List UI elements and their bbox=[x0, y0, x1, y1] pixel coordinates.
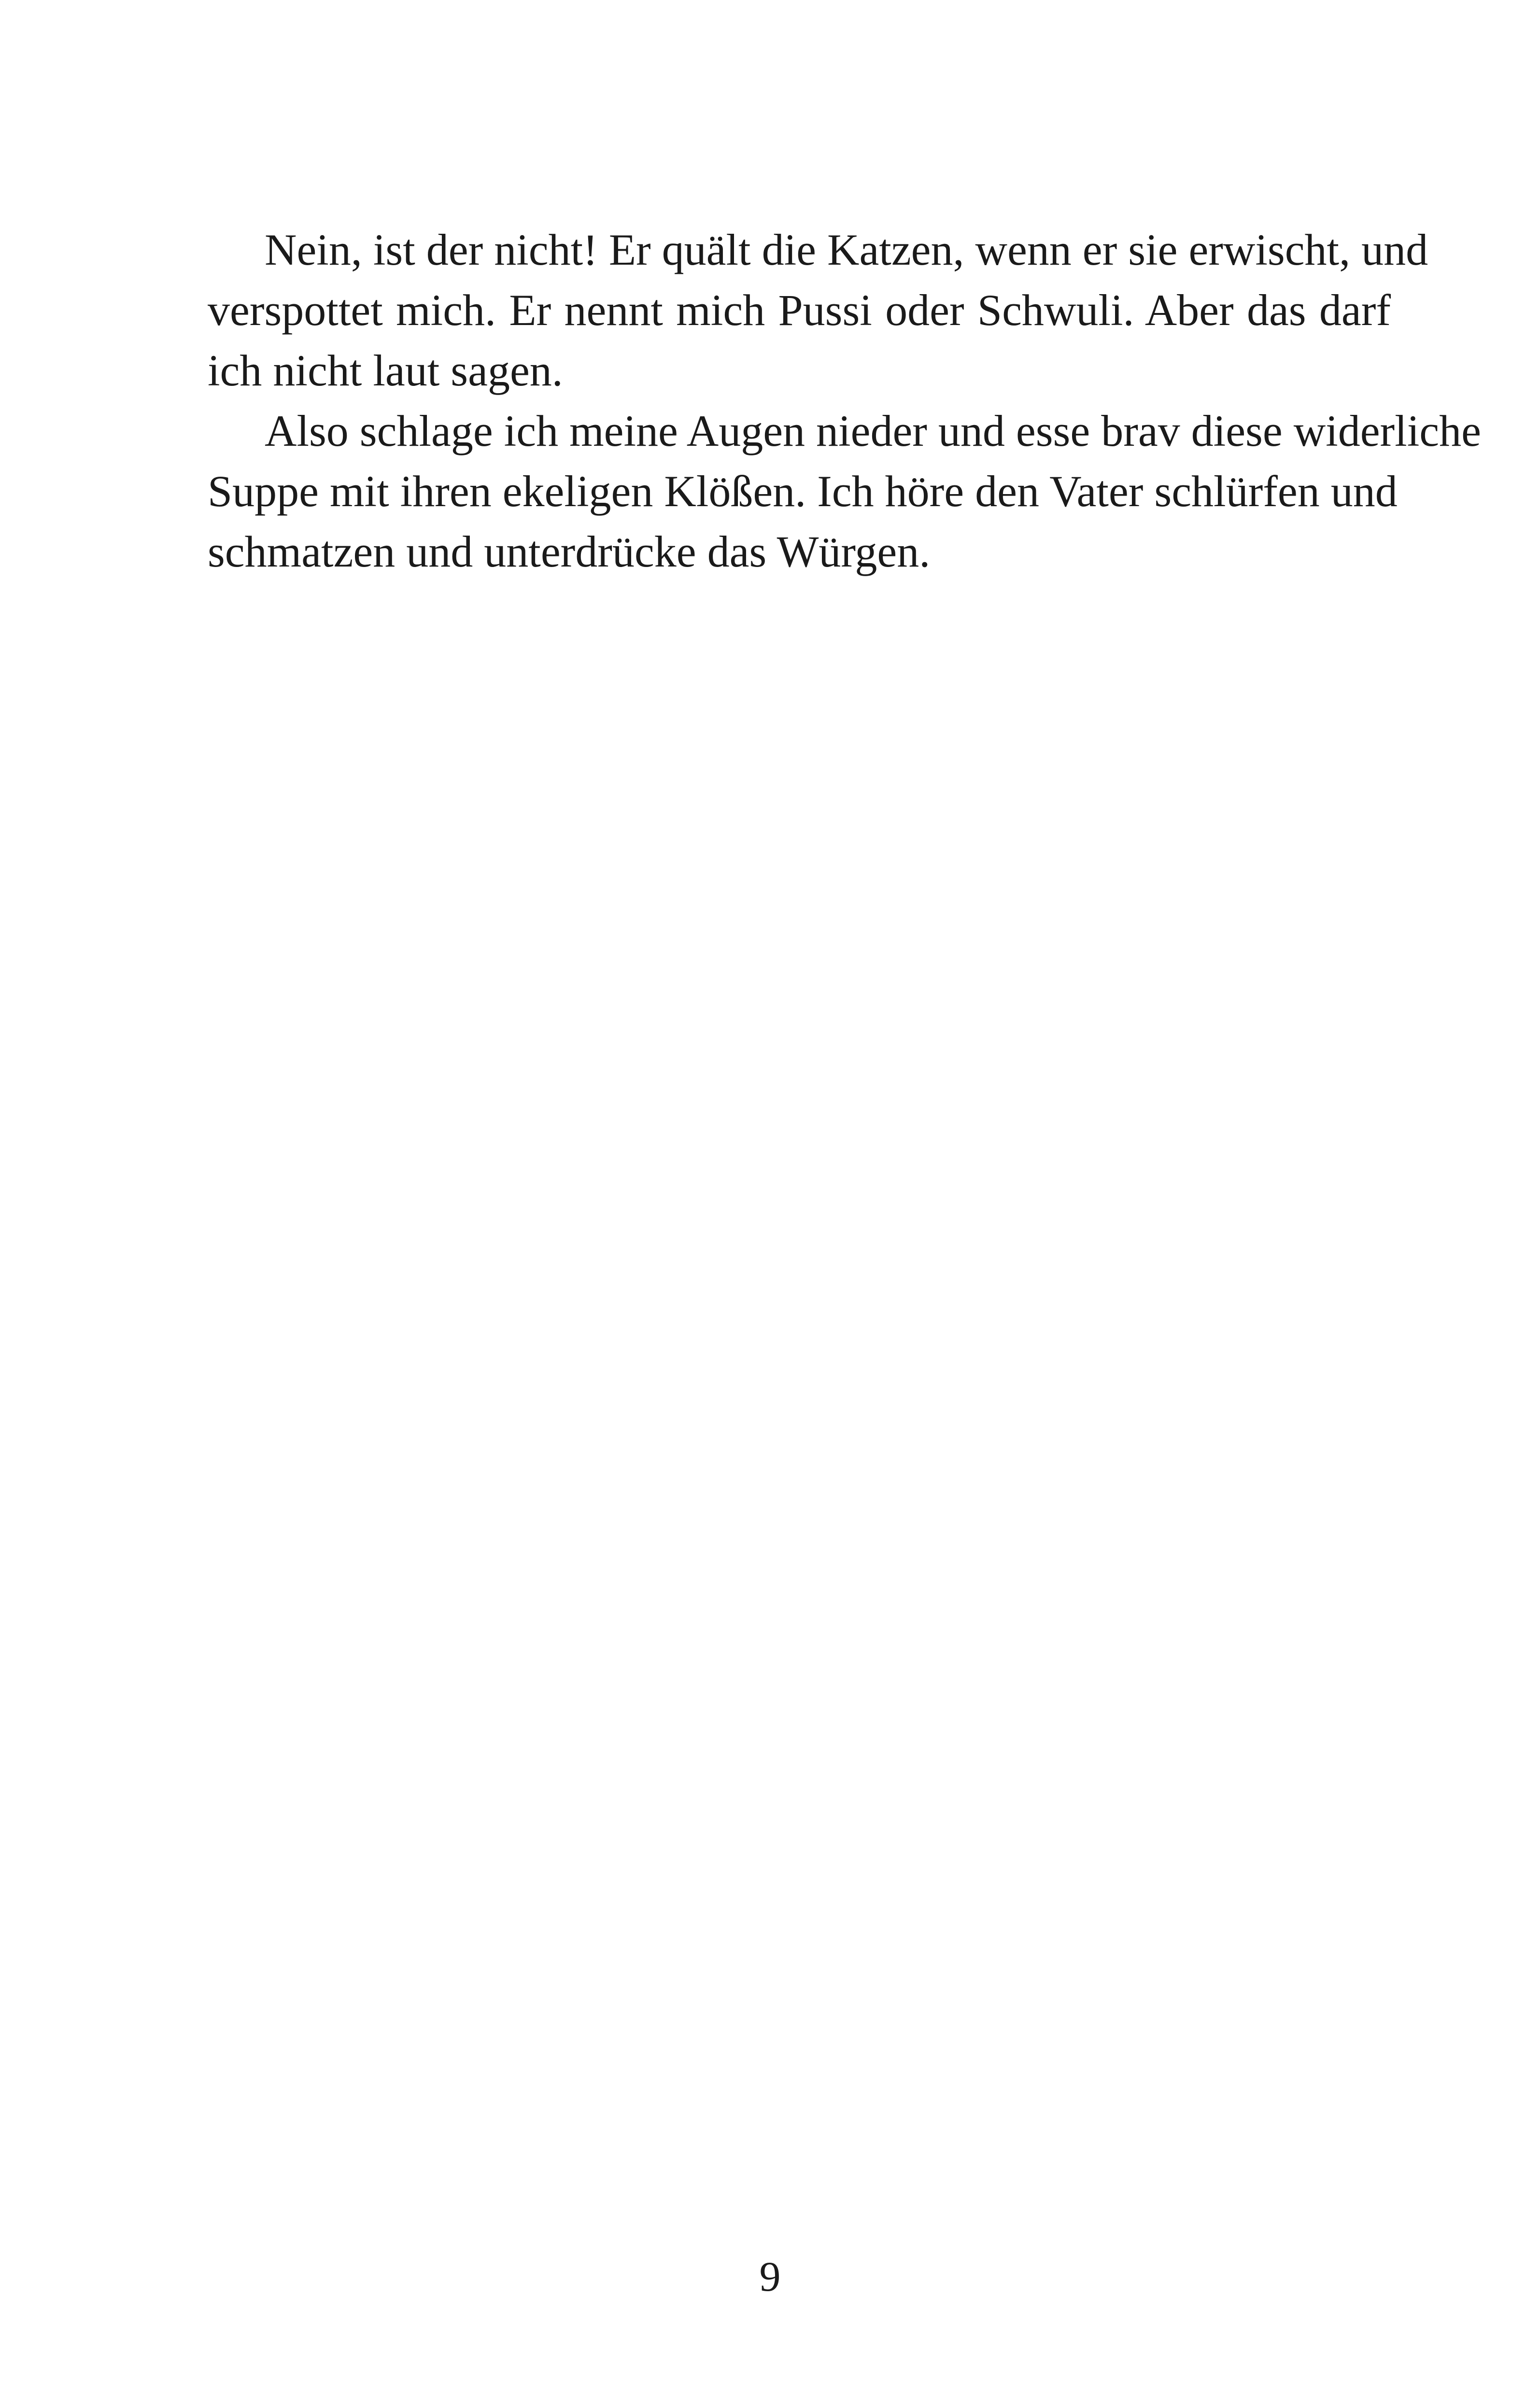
paragraph bbox=[208, 220, 1428, 401]
text-line: verspottet mich. Er nennt mich Pussi oder Schwuli. Aber das darf bbox=[208, 285, 1391, 335]
text-line: Also schlage ich meine Augen nieder und esse brav diese widerliche bbox=[265, 406, 1481, 455]
page-number: 9 bbox=[759, 2254, 781, 2300]
paragraph bbox=[208, 401, 1481, 582]
text-line: schmatzen und unterdrücke das Würgen. bbox=[208, 527, 931, 576]
body-text bbox=[208, 220, 1481, 582]
text-line: Suppe mit ihren ekeligen Klößen. Ich höre den Vater schlürfen und bbox=[208, 467, 1398, 516]
text-line: Nein, ist der nicht! Er quält die Katzen, wenn er sie erwischt, und bbox=[265, 225, 1428, 274]
text-line: ich nicht laut sagen. bbox=[208, 346, 563, 395]
